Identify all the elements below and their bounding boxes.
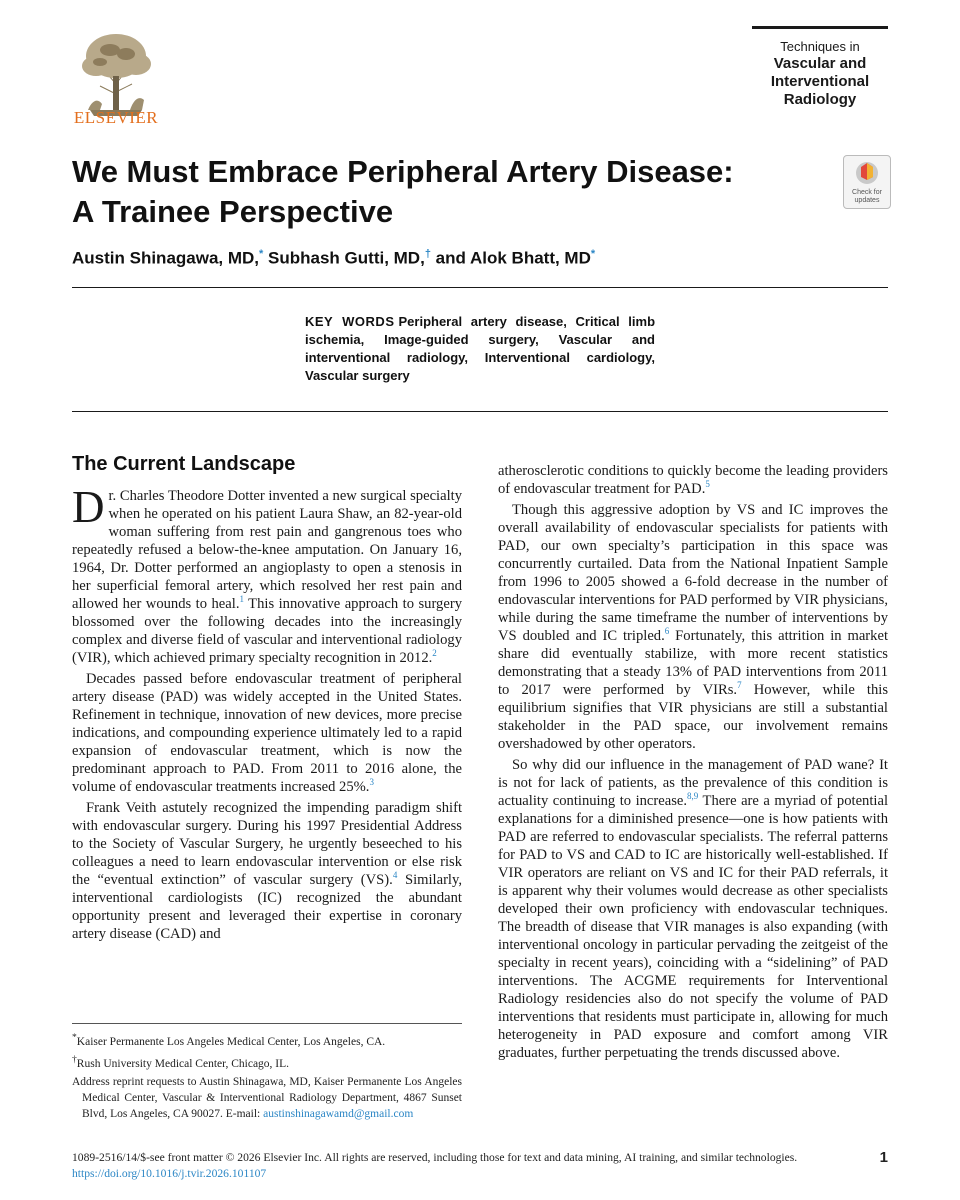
keywords-list: Peripheral artery disease, Critical limb ischemia, Image-guided surgery, Vascular and interventional radiology, Interventional cardiology, Vascular surgery	[305, 314, 656, 383]
journal-title	[752, 26, 888, 109]
body-paragraph	[72, 799, 462, 943]
article-title-line: A Trainee Perspective	[72, 194, 394, 229]
page-number: 1	[879, 1149, 888, 1166]
journal-title-line: Radiology	[783, 91, 857, 108]
footnote	[72, 1030, 462, 1050]
email-link[interactable]: austinshinagawamd@gmail.com	[263, 1107, 414, 1120]
paragraph-text: r. Charles Theodore Dotter invented a new surgical specialty when he operated on his patient Laura Shaw, an 82-year-old woman suffering from rest pain and gangrenous toes who repeatedly refused a below-the-knee amputation. On January 16, 1964, Dr. Dotter performed an angioplasty to open a stenosis in her superficial femoral artery, which resolved her rest pain and allowed her wounds to heal.	[72, 488, 462, 612]
keywords-block	[305, 313, 655, 385]
paragraph-text: Similarly, interventional cardiologists (IC) recognized the abundant opportunity present and leveraged their expertise in coronary artery disease (CAD) and	[72, 872, 462, 942]
footnote-mark: *	[72, 1032, 77, 1043]
affiliation-mark[interactable]: *	[590, 248, 596, 260]
body-paragraph	[72, 670, 462, 796]
paragraph-text: Fortunately, this attrition in market share did eventually stabilize, with more recent statistics demonstrating that a steady 13% of PAD interventions from 2011 to 2017 were performed by VIRs.	[498, 628, 888, 698]
article-title	[72, 152, 792, 232]
keywords-label: KEY WORDS	[305, 314, 395, 329]
svg-text:Check for: Check for	[852, 189, 882, 196]
paragraph-text: This innovative approach to surgery blossomed over the following decades into the increasingly complex and diverse field of vascular and interventional radiology (VIR), which achieved primary specialty recognition in 2012.	[72, 596, 462, 666]
citation-link[interactable]: 6	[664, 626, 670, 637]
citation-link[interactable]: 4	[392, 870, 398, 881]
paragraph-text: Though this aggressive adoption by VS and IC improves the overall availability of endovascular specialists for patients with PAD, our own specialty’s participation in this space was concurrently curtailed. Data from the National Inpatient Sample from 1996 to 2005 showed a 6-fold decrease in the number of endovascular interventions for PAD performed by VIR physicians, while during the same timeframe the number of interventions by VS doubled and IC tripled.	[498, 502, 888, 644]
svg-text:updates: updates	[854, 197, 880, 204]
author-name: Subhash Gutti, MD,	[263, 248, 425, 268]
footnote-text: Kaiser Permanente Los Angeles Medical Center, Los Angeles, CA.	[76, 1035, 386, 1048]
check-for-updates-badge[interactable]	[843, 155, 891, 209]
check-for-updates-icon	[844, 156, 890, 208]
affiliation-mark[interactable]: †	[424, 248, 431, 260]
citation-link[interactable]: 7	[737, 680, 742, 691]
body-paragraph	[72, 482, 462, 667]
left-column	[72, 455, 462, 946]
divider	[72, 287, 888, 288]
copyright-line: 1089-2516/14/$-see front matter © 2026 Elsevier Inc. All rights are reserved, including those for text and data mining, AI training, and similar technologies.	[72, 1151, 798, 1164]
footnote-mark: †	[72, 1053, 77, 1065]
paragraph-text: There are a myriad of potential explanations for a diminished presence—one is how patients with PAD are referred to endovascular specialists. The referral patterns for PAD to VS and CAD to IC are historically well-established. If VIR operators are reliant on VS and IC for their PAD referrals, it is apparent why their volumes would decrease as other specialists developed their own proficiency with endovascular techniques. The breadth of disease that VIR manages is also expanding (with interventional oncology in particular pervading the zeitgeist of the specialty in recent years), coinciding with a “sidelining” of PAD interventions. The ACGME requirements for Interventional Radiology residencies also do not specify the volume of PAD interventions that residents must participate in, allowing for much heterogeneity in PAD exposure and comfort among VIR graduates, further perpetuating the trends discussed above.	[498, 793, 888, 1061]
author-list	[72, 248, 595, 269]
paragraph-text: However, while this equilibrium signifies that VIR physicians are still a substantial stakeholder in the PAD space, our involvement remains overshadowed by other operators.	[498, 682, 888, 752]
page-footer	[72, 1150, 888, 1182]
section-heading: The Current Landscape	[72, 453, 296, 475]
journal-title-line: Techniques in	[780, 39, 860, 54]
drop-cap: D	[72, 482, 105, 532]
citation-link[interactable]: 5	[705, 479, 710, 490]
citation-link[interactable]: 3	[369, 777, 374, 788]
body-paragraph	[498, 501, 888, 753]
publisher-name: ELSEVIER	[73, 108, 159, 127]
author-name: Austin Shinagawa, MD,	[72, 248, 260, 268]
footnote-text: Address reprint requests to Austin Shinagawa, MD, Kaiser Permanente Los Angeles Medical Center, Vascular & Interventional Radiology Department, 4867 Sunset Blvd, Los Angeles, CA 90027. E-mail:	[72, 1075, 462, 1120]
body-paragraph	[498, 756, 888, 1062]
article-title-line: We Must Embrace Peripheral Artery Disease:	[72, 154, 734, 189]
footnote	[72, 1052, 462, 1072]
affiliation-footnotes	[72, 1023, 462, 1124]
body-paragraph	[498, 462, 888, 498]
paragraph-text: atherosclerotic conditions to quickly become the leading providers of endovascular treatment for PAD.	[498, 463, 888, 497]
paragraph-text: Decades passed before endovascular treatment of peripheral artery disease (PAD) was widely accepted in the United States. Refinement in technique, innovation of new devices, more precise indications, and compounding experience ultimately led to a rapid expansion of endovascular treatment, which is now the predominant approach to PAD. From 2011 to 2016 alone, the volume of endovascular treatments increased 25%.	[72, 671, 462, 795]
footnote-text: Rush University Medical Center, Chicago, IL.	[76, 1057, 290, 1070]
author-name: and Alok Bhatt, MD	[430, 248, 591, 268]
citation-link[interactable]: 2	[432, 648, 437, 659]
citation-link[interactable]: 1	[239, 594, 244, 605]
footnote	[72, 1074, 462, 1122]
doi-link[interactable]: https://doi.org/10.1016/j.tvir.2026.101107	[72, 1167, 267, 1180]
journal-title-line: Vascular and	[773, 55, 867, 72]
paragraph-text: So why did our influence in the management of PAD wane? It is not for lack of patients, as the prevalence of this condition is actuality continuing to increase.	[498, 757, 888, 809]
journal-title-line: Interventional	[770, 73, 870, 90]
citation-link[interactable]: 8,9	[687, 791, 699, 802]
divider	[72, 411, 888, 412]
paragraph-text: Frank Veith astutely recognized the impending paradigm shift with endovascular surgery. During his 1997 Presidential Address to the Society of Vascular Surgery, he urgently beseeched to his colleagues a need to learn endovascular intervention or else risk the “eventual extinction” of vascular surgery (VS).	[72, 800, 462, 888]
right-column	[498, 462, 888, 1065]
affiliation-mark[interactable]: *	[259, 248, 264, 260]
